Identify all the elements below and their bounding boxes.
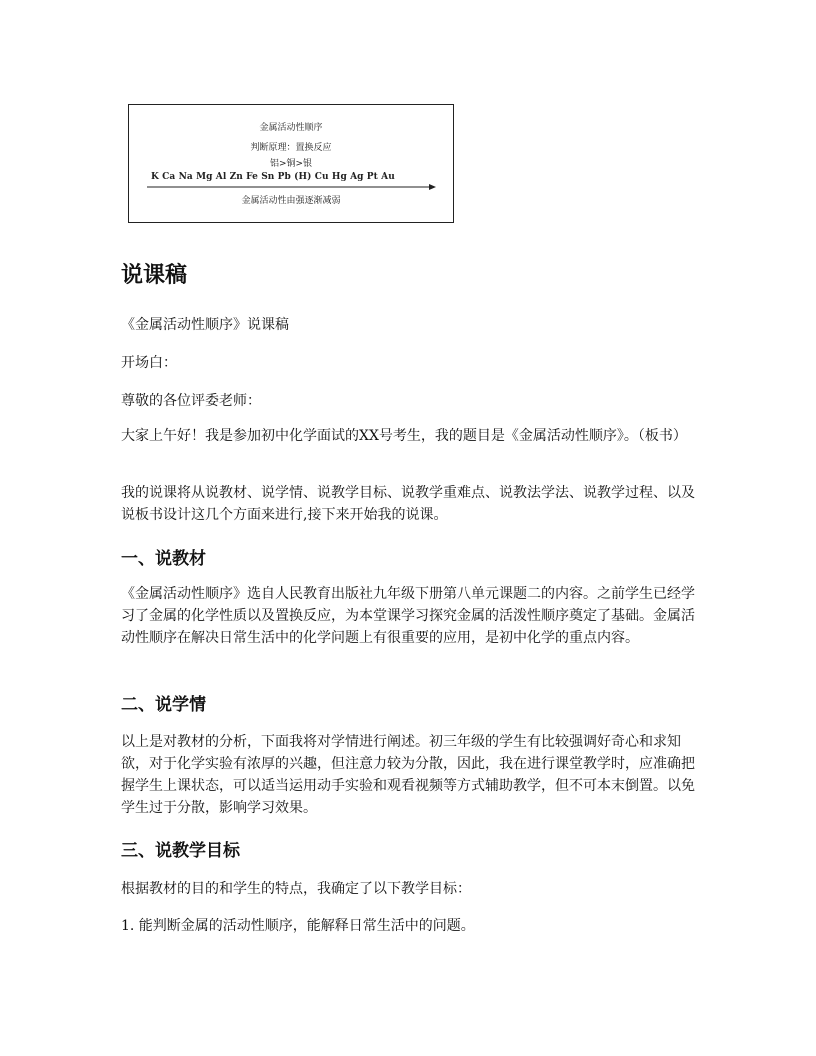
section-heading-objectives: 三、说教学目标 (121, 841, 240, 861)
opening-label: 开场白： (121, 355, 177, 371)
section-heading-textbook: 一、说教材 (121, 549, 206, 569)
diagram-title: 金属活动性顺序 (259, 123, 323, 133)
diagram-comparison: 铝>铜>银 (269, 159, 313, 169)
trend-arrow-icon (147, 183, 437, 191)
section-body-textbook: 《金属活动性顺序》选自人民教育出版社九年级下册第八单元课题二的内容。之前学生已经学习了金属的化学性质以及置换反应，为本堂课学习探究金属的活泼性顺序奠定了基础。金属活动性顺序在解决日常生活中的化学问题上有很重要的应用，是初中化学的重点内容。 (121, 586, 695, 646)
diagram-principle: 判断原理：置换反应 (250, 143, 332, 153)
diagram-trend: 金属活动性由强逐渐减弱 (241, 196, 341, 206)
document-subtitle: 《金属活动性顺序》说课稿 (121, 317, 289, 333)
section-body-students: 以上是对教材的分析，下面我将对学情进行阐述。初三年级的学生有比较强调好奇心和求知欲，对于化学实验有浓厚的兴趣，但注意力较为分散，因此，我在进行课堂教学时，应准确把握学生上课状态，可以适当运用动手实验和观看视频等方式辅助教学，但不可本末倒置。以免学生过于分散，影响学习效果。 (121, 734, 695, 816)
page-title: 说课稿 (121, 263, 188, 288)
section-heading-students: 二、说学情 (121, 695, 206, 715)
intro-paragraph: 大家上午好！我是参加初中化学面试的XX号考生，我的题目是《金属活动性顺序》。（板书） (121, 428, 687, 444)
greeting: 尊敬的各位评委老师： (121, 393, 261, 409)
activity-series-diagram (128, 104, 454, 223)
metal-series: K Ca Na Mg Al Zn Fe Sn Pb (H) Cu Hg Ag Pt Au (151, 172, 395, 182)
objective-item-1: 1. 能判断金属的活动性顺序，能解释日常生活中的问题。 (121, 918, 475, 934)
outline-paragraph: 我的说课将从说教材、说学情、说教学目标、说教学重难点、说教法学法、说教学过程、以及说板书设计这几个方面来进行,接下来开始我的说课。 (121, 485, 695, 523)
section-body-objectives: 根据教材的目的和学生的特点，我确定了以下教学目标： (121, 881, 471, 897)
